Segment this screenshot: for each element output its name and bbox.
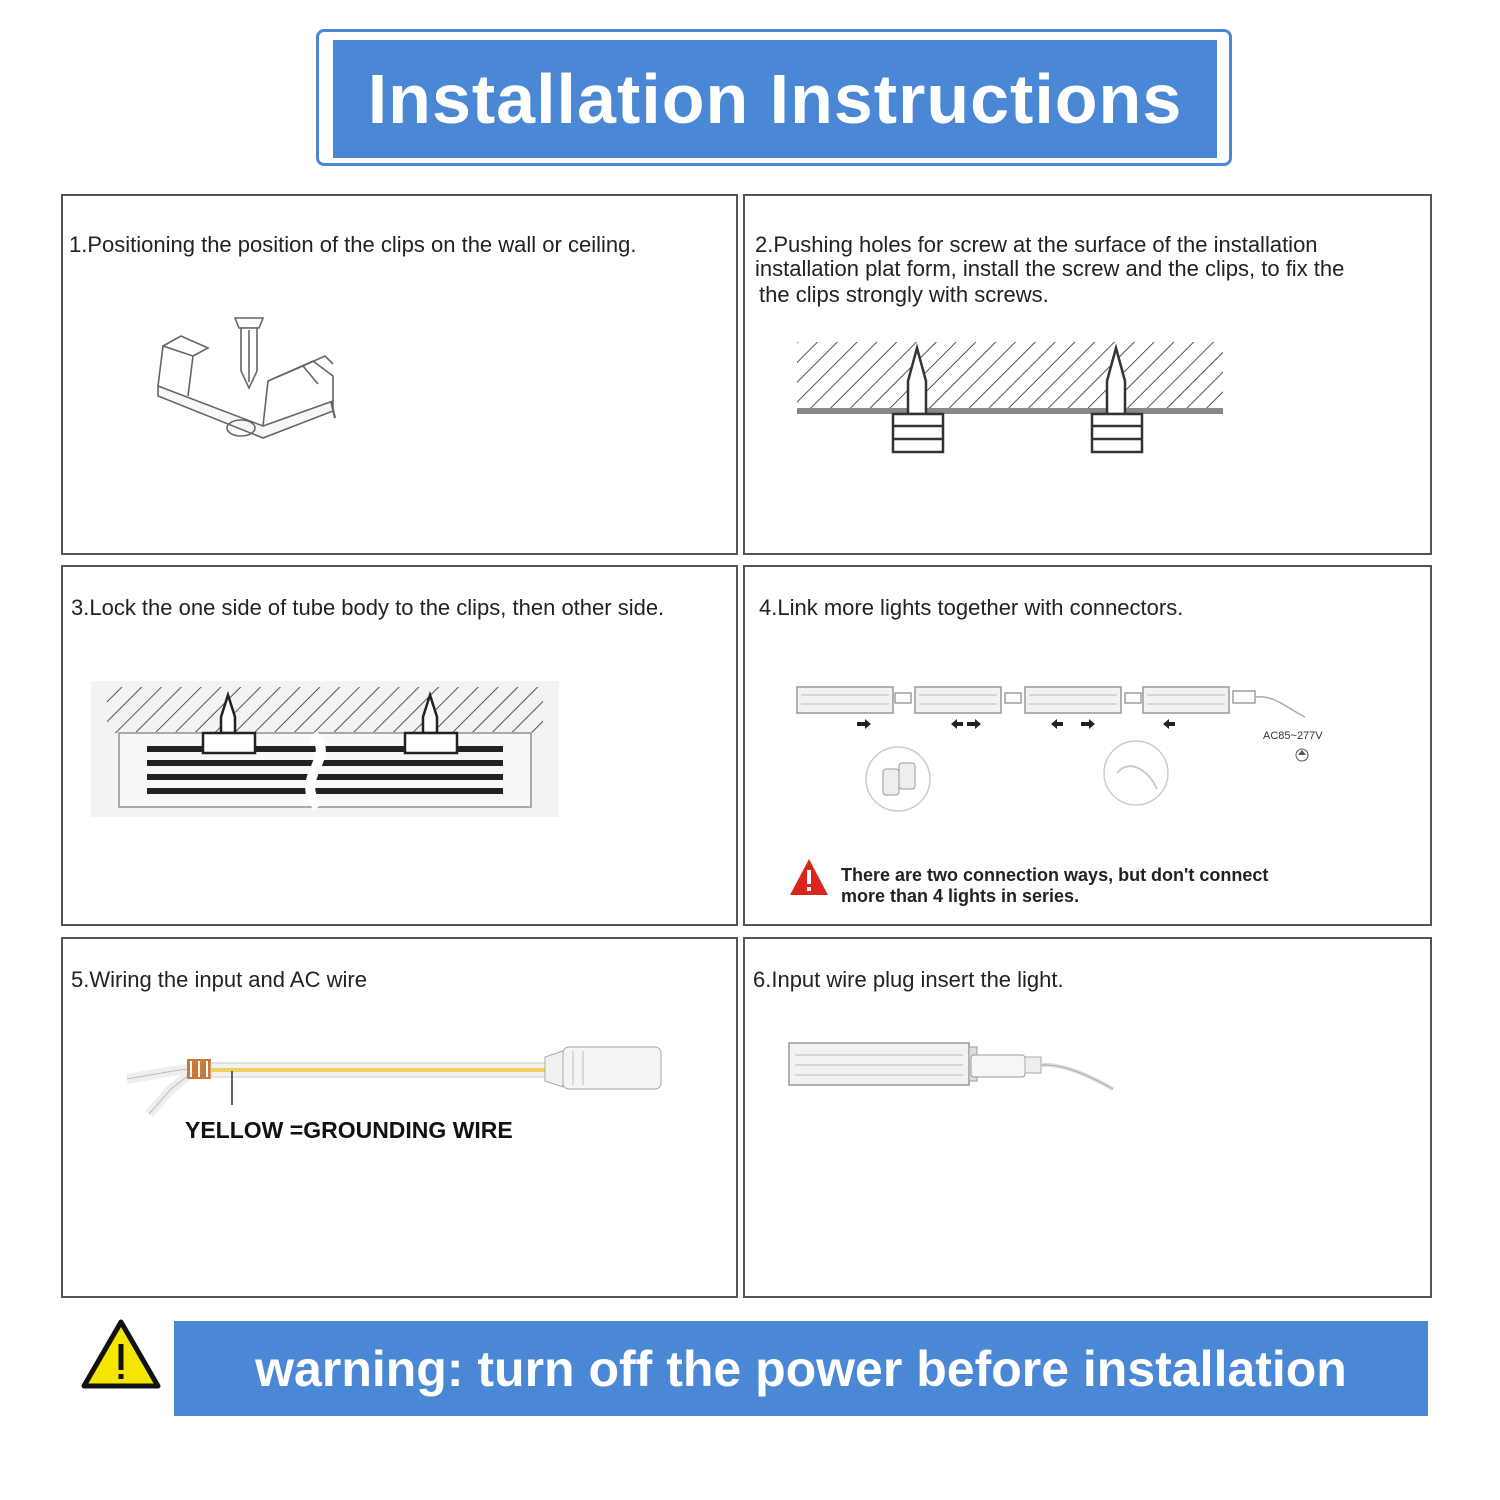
note-line-2: more than 4 lights in series. xyxy=(841,886,1080,906)
step-6-panel xyxy=(743,937,1432,1298)
grounding-wire-label: YELLOW =GROUNDING WIRE xyxy=(185,1117,513,1143)
step-4-text: 4.Link more lights together with connectors. xyxy=(759,595,1184,620)
clip-illustration xyxy=(63,196,738,555)
tube-mount-illustration xyxy=(63,567,738,926)
step-5-panel xyxy=(61,937,738,1298)
warning-text: warning: turn off the power before installation xyxy=(255,1340,1347,1397)
step-2-panel xyxy=(743,194,1432,555)
step-3-text: 3.Lock the one side of tube body to the clips, then other side. xyxy=(71,595,665,620)
step-2-line-2: installation plat form, install the screw and the clips, to fix the xyxy=(755,256,1345,281)
step-5-text: 5.Wiring the input and AC wire xyxy=(71,967,367,992)
step-1-panel xyxy=(61,194,738,555)
plug-insert-illustration xyxy=(745,939,1432,1298)
step-4-panel xyxy=(743,565,1432,926)
step-1-text: 1.Positioning the position of the clips on the wall or ceiling. xyxy=(69,232,637,257)
warning-banner xyxy=(174,1321,1428,1416)
voltage-label: AC85~277V xyxy=(1263,730,1323,742)
step-2-line-3: the clips strongly with screws. xyxy=(759,282,1049,307)
step-2-line-1: 2.Pushing holes for screw at the surface of the installation xyxy=(755,232,1318,257)
wall-screw-illustration xyxy=(745,196,1432,555)
alert-triangle-icon xyxy=(790,859,828,895)
page-title: Installation Instructions xyxy=(367,60,1183,138)
step-6-text: 6.Input wire plug insert the light. xyxy=(753,967,1064,992)
warning-triangle-icon xyxy=(80,1318,162,1390)
note-line-1: There are two connection ways, but don't connect xyxy=(841,865,1269,885)
title-banner xyxy=(333,40,1217,158)
step-3-panel xyxy=(61,565,738,926)
